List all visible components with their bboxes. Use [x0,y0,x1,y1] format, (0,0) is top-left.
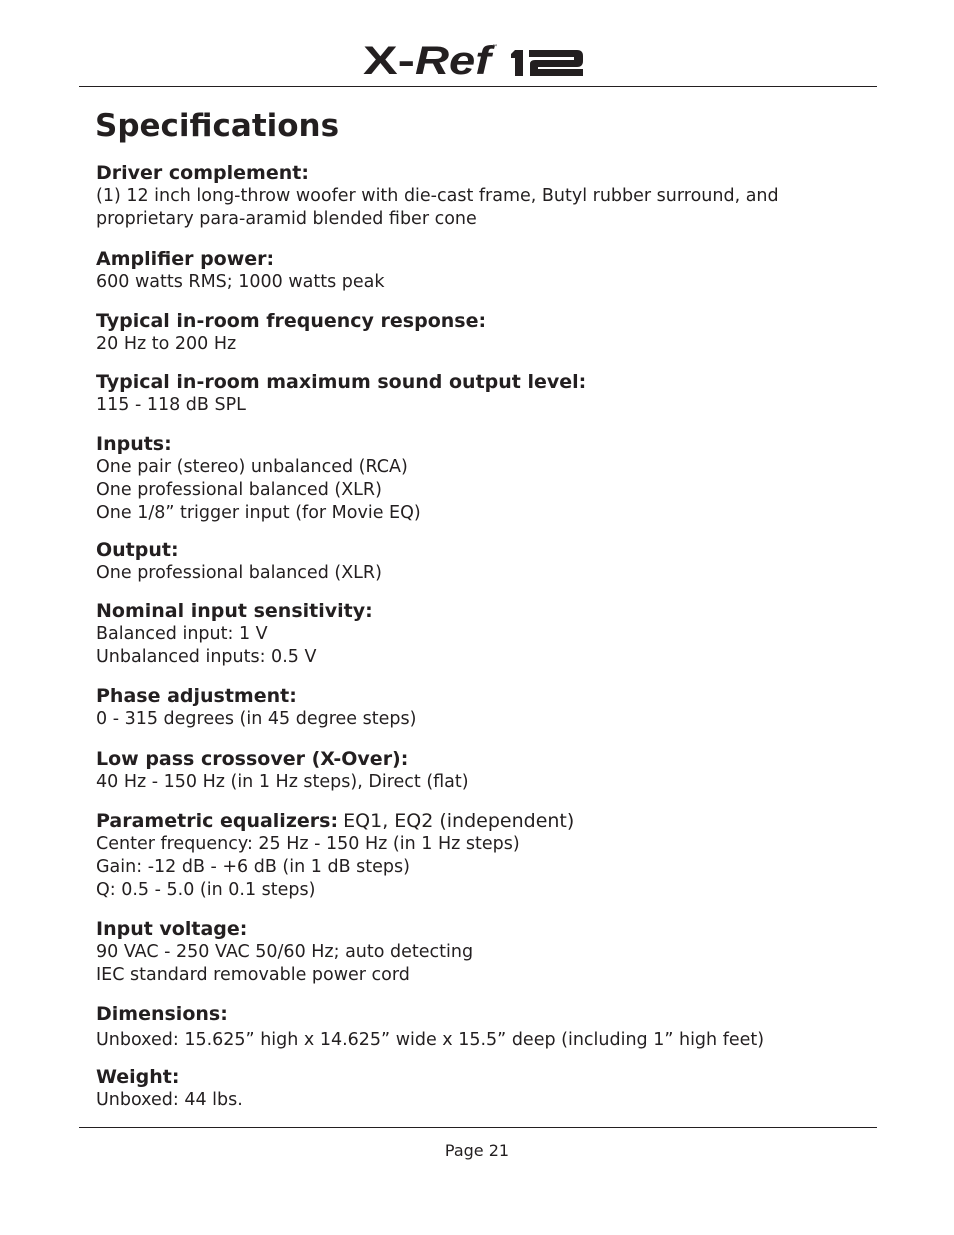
spec-value-line: One pair (stereo) unbalanced (RCA) [96,457,408,477]
spec-label: Amplifier power: [96,248,275,270]
spec-value-line: IEC standard removable power cord [96,965,410,985]
spec-low-pass-crossover [96,748,866,794]
spec-phase-adjustment [96,685,866,731]
header-rule [79,86,877,87]
spec-label: Output: [96,539,179,561]
spec-value-line: 0 - 315 degrees (in 45 degree steps) [96,709,417,729]
spec-label: Nominal input sensitivity: [96,600,373,622]
spec-value-line: One professional balanced (XLR) [96,480,382,500]
spec-label: Low pass crossover (X-Over): [96,748,409,770]
spec-value-line: Unbalanced inputs: 0.5 V [96,647,317,667]
logo-numeral-one [511,50,523,76]
spec-value-line: 90 VAC - 250 VAC 50/60 Hz; auto detecting [96,942,474,962]
spec-value-line: Center frequency: 25 Hz - 150 Hz (in 1 Hz steps) [96,834,520,854]
spec-input-sensitivity [96,600,866,669]
svg-text:X-: X- [363,40,415,80]
spec-value-line: 115 - 118 dB SPL [96,395,246,415]
spec-value-line: Unboxed: 44 lbs. [96,1090,243,1110]
spec-frequency-response [96,310,866,356]
logo-numeral-two [529,50,583,76]
spec-value-line: 600 watts RMS; 1000 watts peak [96,272,385,292]
spec-label: Inputs: [96,433,172,455]
spec-value-line: Gain: -12 dB - +6 dB (in 1 dB steps) [96,857,410,877]
brand-logo [363,40,603,80]
spec-max-output-level [96,371,866,417]
spec-label: Typical in-room frequency response: [96,310,487,332]
spec-dimensions [96,1003,866,1052]
spec-label: Driver complement: [96,162,309,184]
spec-driver-complement [96,162,866,231]
svg-text:Ref: Ref [415,40,496,80]
spec-input-voltage [96,918,866,987]
spec-value-line: 20 Hz to 200 Hz [96,334,237,354]
spec-value-line: Unboxed: 15.625” high x 14.625” wide x 15.5” deep (including 1” high feet) [96,1030,765,1050]
footer-rule [79,1127,877,1128]
spec-value-line: Q: 0.5 - 5.0 (in 0.1 steps) [96,880,316,900]
spec-output [96,539,866,585]
spec-value-line: (1) 12 inch long-throw woofer with die-cast frame, Butyl rubber surround, and [96,186,779,206]
spec-label: Weight: [96,1066,180,1088]
spec-value-line: Balanced input: 1 V [96,624,268,644]
spec-weight [96,1066,866,1112]
spec-inputs [96,433,866,525]
spec-parametric-equalizers [96,810,866,902]
spec-value-line: proprietary para-aramid blended fiber cone [96,209,477,229]
spec-label: Phase adjustment: [96,685,297,707]
trademark-mark: ™ [492,44,498,51]
page-number: Page 21 [444,1141,510,1160]
spec-value-line: One 1/8” trigger input (for Movie EQ) [96,503,421,523]
page-title: Specifications [95,108,340,144]
spec-value-line: 40 Hz - 150 Hz (in 1 Hz steps), Direct (flat) [96,772,469,792]
spec-label: Parametric equalizers: [96,810,339,832]
spec-value-line: One professional balanced (XLR) [96,563,382,583]
spec-inline-value: EQ1, EQ2 (independent) [343,810,575,832]
spec-label: Input voltage: [96,918,248,940]
spec-label: Typical in-room maximum sound output level: [96,371,587,393]
spec-amplifier-power [96,248,866,294]
spec-label: Dimensions: [96,1003,228,1025]
